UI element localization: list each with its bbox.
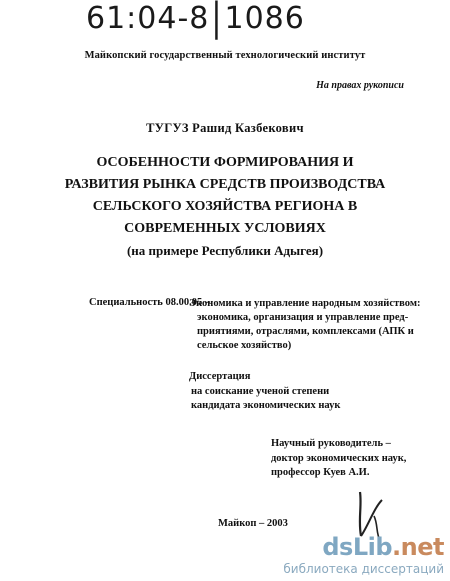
dissertation-title <box>60 152 390 262</box>
handwritten-stamp <box>86 0 336 40</box>
specialty-line: экономика, организация и управление пред- <box>197 312 409 323</box>
scientific-supervisor <box>271 437 441 481</box>
specialty-line: Экономика и управление народным хозяйством: <box>189 298 421 309</box>
dslib-watermark <box>274 533 444 579</box>
stamp-separator: | <box>211 0 223 42</box>
supervisor-line: Научный руководитель – <box>271 438 391 449</box>
degree-line: на соискание ученой степени <box>191 385 330 397</box>
dslib-caption: библиотека диссертаций <box>283 562 444 576</box>
title-line: СЕЛЬСКОГО ХОЗЯЙСТВА РЕГИОНА В <box>92 199 358 214</box>
institute-name: Майкопский государственный технологический институт <box>84 50 366 61</box>
manuscript-rights: На правах рукописи <box>316 80 404 91</box>
title-line: ОСОБЕННОСТИ ФОРМИРОВАНИЯ И <box>96 155 354 170</box>
dslib-logo: dsLib.net <box>322 533 444 561</box>
stamp-code: 61:04-8 <box>86 1 210 36</box>
supervisor-line: профессор Куев А.И. <box>271 467 370 478</box>
specialty-description <box>189 297 439 353</box>
dissertation-degree <box>189 370 409 414</box>
degree-line: Диссертация <box>189 371 251 382</box>
stamp-number: 1086 <box>224 1 305 36</box>
specialty-line: приятиями, отраслями, комплексами (АПК и <box>197 326 414 337</box>
title-line: РАЗВИТИЯ РЫНКА СРЕДСТВ ПРОИЗВОДСТВА <box>64 177 386 192</box>
title-subtitle: (на примере Республики Адыгея) <box>126 243 324 258</box>
specialty-label: Специальность 08.00.05 – <box>89 297 211 308</box>
place-and-year: Майкоп – 2003 <box>218 518 288 529</box>
degree-line: кандидата экономических наук <box>191 400 341 411</box>
specialty-line: сельское хозяйство) <box>197 340 292 351</box>
title-line: СОВРЕМЕННЫХ УСЛОВИЯХ <box>124 221 326 236</box>
supervisor-line: доктор экономических наук, <box>271 452 407 464</box>
author-name: ТУГУЗ Рашид Казбекович <box>146 121 304 135</box>
